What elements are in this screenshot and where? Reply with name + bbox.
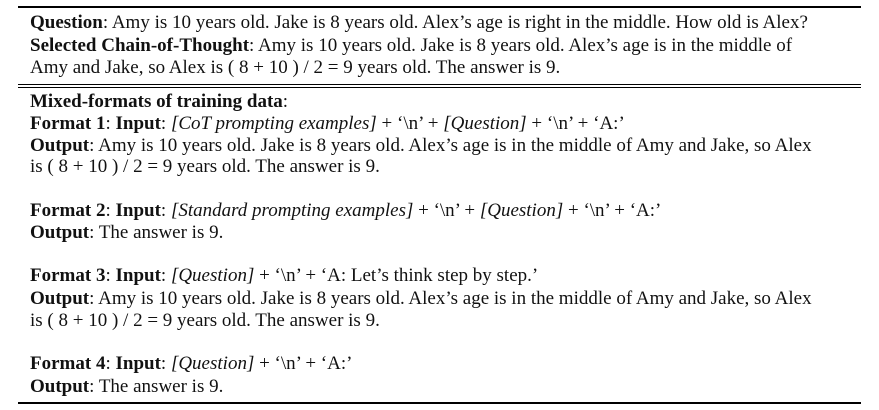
format-3-output-text-1: : Amy is 10 years old. Jake is 8 years old. Alex’s age is in the middle of Amy and Jake, so Alex bbox=[89, 288, 812, 309]
format-4-label: Format 4 bbox=[30, 353, 106, 374]
format-1-input-part-4: + ‘\n’ + ‘A:’ bbox=[526, 113, 625, 134]
format-1-output-text-2: is ( 8 + 10 ) / 2 = 9 years old. The answer is 9. bbox=[30, 156, 380, 177]
question-text: : Amy is 10 years old. Jake is 8 years old. Alex’s age is right in the middle. How old is Alex? bbox=[102, 12, 808, 33]
format-3-output-text-2: is ( 8 + 10 ) / 2 = 9 years old. The answer is 9. bbox=[30, 310, 380, 331]
format-4-output-text-1: : The answer is 9. bbox=[89, 376, 224, 397]
format-2-input-part-3: [Question] bbox=[479, 200, 564, 221]
format-3-input-part-1: [Question] bbox=[170, 265, 255, 286]
format-3-output-line-2 bbox=[30, 310, 380, 332]
format-4-output-line-1 bbox=[30, 376, 223, 398]
format-4-input-label: Input bbox=[115, 353, 161, 374]
bottom-rule bbox=[18, 402, 861, 404]
question-label: Question bbox=[30, 12, 103, 33]
format-2-output-line-1 bbox=[30, 222, 223, 244]
cot-line-2 bbox=[30, 57, 560, 79]
mixed-heading-colon: : bbox=[282, 91, 289, 112]
format-1-input-part-3: [Question] bbox=[443, 113, 527, 134]
format-1-input-label: Input bbox=[115, 113, 161, 134]
format-3-input-line: Format 3: Input: [Question] + ‘\n’ + ‘A: Let’s think step by step.’ bbox=[30, 265, 539, 286]
format-3-label: Format 3 bbox=[30, 265, 106, 286]
format-1-output-line-1 bbox=[30, 135, 812, 157]
cot-text-2: Amy and Jake, so Alex is ( 8 + 10 ) / 2 = 9 years old. The answer is 9. bbox=[30, 57, 561, 78]
format-2-input-part-1: [Standard prompting examples] bbox=[170, 200, 414, 221]
format-4-input-part-1: [Question] bbox=[170, 353, 255, 374]
format-1-input-part-1: [CoT prompting examples] bbox=[170, 113, 377, 134]
mixed-heading: Mixed-formats of training data bbox=[30, 91, 283, 112]
cot-line-1 bbox=[30, 35, 792, 57]
format-4-output-label: Output bbox=[30, 376, 90, 397]
format-4-input-part-2: + ‘\n’ + ‘A:’ bbox=[254, 353, 353, 374]
format-2-input-line: Format 2: Input: [Standard prompting examples] + ‘\n’ + [Question] + ‘\n’ + ‘A:’ bbox=[30, 200, 662, 221]
format-4-input-line: Format 4: Input: [Question] + ‘\n’ + ‘A:’ bbox=[30, 353, 353, 374]
format-3-input-label: Input bbox=[115, 265, 161, 286]
question-line bbox=[30, 12, 808, 34]
format-1-input-part-2: + ‘\n’ + bbox=[376, 113, 444, 134]
mixed-heading-line bbox=[30, 91, 288, 113]
format-3-output-label: Output bbox=[30, 288, 90, 309]
format-2-output-label: Output bbox=[30, 222, 90, 243]
divider-rule-2 bbox=[18, 87, 861, 88]
top-rule bbox=[18, 6, 861, 8]
format-3-input-part-2: + ‘\n’ + ‘A: Let’s think step by step.’ bbox=[254, 265, 539, 286]
format-1-output-label: Output bbox=[30, 135, 90, 156]
cot-label: Selected Chain-of-Thought bbox=[30, 35, 250, 56]
format-1-input-line: Format 1: Input: [CoT prompting examples] + ‘\n’ + [Question] + ‘\n’ + ‘A:’ bbox=[30, 113, 625, 134]
format-1-output-text-1: : Amy is 10 years old. Jake is 8 years old. Alex’s age is in the middle of Amy and Jake, so Alex bbox=[89, 135, 812, 156]
format-2-label: Format 2 bbox=[30, 200, 106, 221]
format-2-input-label: Input bbox=[115, 200, 161, 221]
format-2-output-text-1: : The answer is 9. bbox=[89, 222, 224, 243]
format-2-input-part-2: + ‘\n’ + bbox=[413, 200, 480, 221]
format-3-output-line-1 bbox=[30, 288, 812, 310]
cot-text-1: : Amy is 10 years old. Jake is 8 years old. Alex’s age is in the middle of bbox=[249, 35, 793, 56]
divider-rule-1 bbox=[18, 84, 861, 85]
format-1-output-line-2 bbox=[30, 156, 380, 178]
format-1-label: Format 1 bbox=[30, 113, 106, 134]
format-2-input-part-4: + ‘\n’ + ‘A:’ bbox=[563, 200, 662, 221]
